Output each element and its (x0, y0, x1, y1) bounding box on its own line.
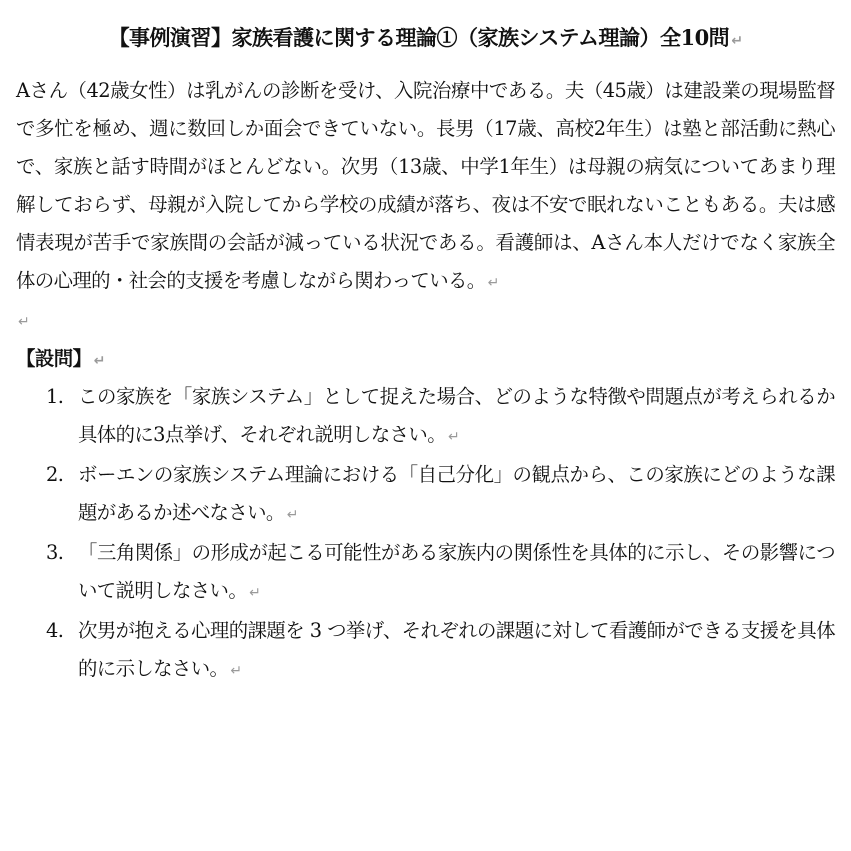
questions-heading-text: 【設問】 (16, 347, 92, 370)
paragraph-mark-icon: ↵ (286, 507, 298, 523)
paragraph-mark-icon: ↵ (731, 33, 743, 49)
question-item (16, 456, 835, 534)
paragraph-mark-icon: ↵ (93, 353, 105, 369)
paragraph-mark-icon: ↵ (447, 429, 460, 445)
question-number: 1. (46, 385, 64, 408)
question-item (16, 534, 835, 612)
title-text: 【事例演習】家族看護に関する理論①（家族システム理論）全10問 (108, 25, 730, 50)
document-title (16, 18, 835, 58)
question-text: 「三角関係」の形成が起こる可能性がある家族内の関係性を具体的に示し、その影響について説明しなさい。 (78, 541, 835, 602)
question-number: 4. (46, 619, 64, 642)
question-number: 2. (46, 463, 64, 486)
question-text: この家族を「家族システム」として捉えた場合、どのような特徴や問題点が考えられるか具体的に3点挙げ、それぞれ説明しなさい。 (78, 385, 835, 446)
paragraph-mark-icon: ↵ (487, 275, 499, 291)
question-item (16, 612, 835, 690)
paragraph-mark-icon: ↵ (249, 585, 261, 601)
questions-heading (16, 340, 835, 378)
question-list (16, 378, 835, 690)
paragraph-mark-icon: ↵ (230, 663, 242, 679)
question-number: 3. (46, 541, 64, 564)
case-text: Aさん（42歳女性）は乳がんの診断を受け、入院治療中である。夫（45歳）は建設業の現場監督で多忙を極め、週に数回しか面会できていない。長男（17歳、高校2年生）は塾と部活動に熱心で、家族と話す時間がほとんどない。次男（13歳、中学1年生）は母親の病気についてあまり理解しておらず、母親が入院してから学校の成績が落ち、夜は不安で眠れないこともある。夫は感情表現が苦手で家族間の会話が減っている状況である。看護師は、Aさん本人だけでなく家族全体の心理的・社会的支援を考慮しながら関わっている。 (16, 79, 835, 292)
case-description (16, 72, 835, 302)
blank-paragraph (16, 302, 835, 340)
question-item (16, 378, 835, 456)
question-text: 次男が抱える心理的課題を 3 つ挙げ、それぞれの課題に対して看護師ができる支援を具体的に示しなさい。 (78, 619, 835, 680)
paragraph-mark-icon: ↵ (18, 314, 30, 330)
question-text: ボーエンの家族システム理論における「自己分化」の観点から、この家族にどのような課題があるか述べなさい。 (78, 463, 835, 524)
